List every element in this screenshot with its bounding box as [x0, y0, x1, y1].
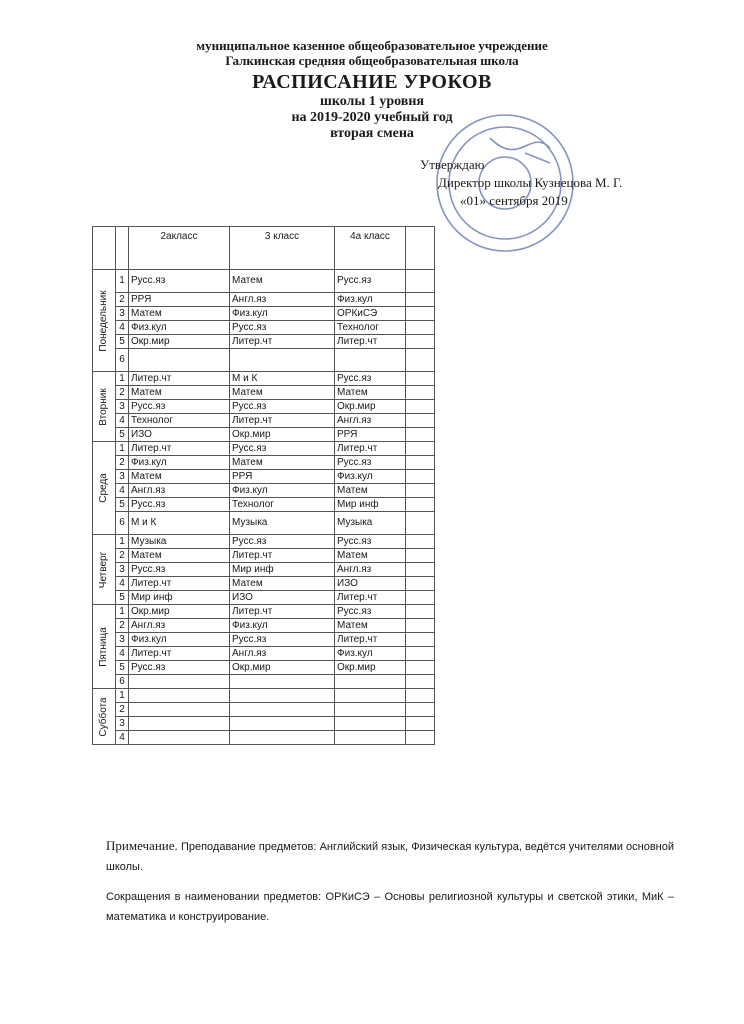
lesson-number: 4 [116, 731, 129, 745]
extra-cell [406, 321, 435, 335]
header-day-cell [93, 227, 116, 270]
column-header: 3 класс [230, 227, 335, 270]
lesson-number: 4 [116, 321, 129, 335]
lesson-3: Русс.яз [230, 442, 335, 456]
lesson-2a [129, 717, 230, 731]
institution-line: муниципальное казенное общеобразовательное учреждение [196, 38, 548, 53]
lesson-4a: Окр.мир [335, 400, 406, 414]
lesson-number: 2 [116, 619, 129, 633]
lesson-number: 5 [116, 335, 129, 349]
table-row [93, 442, 435, 456]
lesson-2a: Окр.мир [129, 335, 230, 349]
lesson-3: Англ.яз [230, 293, 335, 307]
day-name: Пятница [98, 626, 109, 667]
table-row [93, 675, 435, 689]
table-row [93, 703, 435, 717]
lesson-3 [230, 675, 335, 689]
lesson-number: 4 [116, 414, 129, 428]
lesson-number: 6 [116, 675, 129, 689]
day-cell [93, 535, 116, 605]
table-row [93, 577, 435, 591]
lesson-2a: М и К [129, 512, 230, 535]
lesson-3: Матем [230, 386, 335, 400]
lesson-3: Литер.чт [230, 414, 335, 428]
lesson-2a: Матем [129, 307, 230, 321]
lesson-3: ИЗО [230, 591, 335, 605]
lesson-2a: Технолог [129, 414, 230, 428]
lesson-number: 2 [116, 549, 129, 563]
lesson-3: Литер.чт [230, 549, 335, 563]
lesson-3: Матем [230, 577, 335, 591]
lesson-4a: Литер.чт [335, 442, 406, 456]
lesson-2a: Литер.чт [129, 442, 230, 456]
lesson-4a: Матем [335, 549, 406, 563]
lesson-3: Матем [230, 270, 335, 293]
lesson-4a: Матем [335, 619, 406, 633]
lesson-4a [335, 717, 406, 731]
document-header [0, 38, 744, 142]
note-lead: Примечание. [106, 838, 178, 853]
extra-cell [406, 577, 435, 591]
table-row [93, 563, 435, 577]
column-header: 2aкласс [129, 227, 230, 270]
lesson-2a: Литер.чт [129, 372, 230, 386]
lesson-number: 1 [116, 270, 129, 293]
lesson-number: 3 [116, 470, 129, 484]
lesson-number: 5 [116, 591, 129, 605]
lesson-3 [230, 703, 335, 717]
lesson-4a: Русс.яз [335, 605, 406, 619]
lesson-2a: ИЗО [129, 428, 230, 442]
lesson-4a: ОРКиСЭ [335, 307, 406, 321]
table-row [93, 591, 435, 605]
director-signature-line: Директор школы Кузнецова М. Г. [438, 175, 623, 190]
lesson-number: 2 [116, 456, 129, 470]
table-row [93, 689, 435, 703]
lesson-4a: Русс.яз [335, 270, 406, 293]
lesson-number: 1 [116, 689, 129, 703]
lesson-3: Литер.чт [230, 335, 335, 349]
extra-cell [406, 400, 435, 414]
lesson-3: Русс.яз [230, 535, 335, 549]
school-level: школы 1 уровня [320, 94, 424, 109]
lesson-number: 1 [116, 442, 129, 456]
lesson-3: Физ.кул [230, 307, 335, 321]
lesson-4a: Русс.яз [335, 456, 406, 470]
day-name: Среда [98, 473, 109, 503]
lesson-2a: Литер.чт [129, 647, 230, 661]
lesson-3: Матем [230, 456, 335, 470]
day-cell [93, 442, 116, 535]
lesson-2a: Музыка [129, 535, 230, 549]
academic-year: на 2019-2020 учебный год [291, 110, 453, 125]
lesson-2a [129, 675, 230, 689]
lesson-3: Технолог [230, 498, 335, 512]
table-row [93, 321, 435, 335]
extra-cell [406, 456, 435, 470]
table-row [93, 661, 435, 675]
lesson-4a: РРЯ [335, 428, 406, 442]
lesson-2a [129, 349, 230, 372]
lesson-number: 5 [116, 661, 129, 675]
day-name: Вторник [98, 387, 109, 426]
lesson-number: 3 [116, 400, 129, 414]
lesson-4a: Мир инф [335, 498, 406, 512]
lesson-number: 2 [116, 703, 129, 717]
extra-cell [406, 335, 435, 349]
extra-cell [406, 484, 435, 498]
lesson-3: Англ.яз [230, 647, 335, 661]
lesson-number: 5 [116, 428, 129, 442]
day-cell [93, 689, 116, 745]
lesson-4a: Физ.кул [335, 470, 406, 484]
extra-cell [406, 535, 435, 549]
lesson-3 [230, 717, 335, 731]
lesson-2a: Англ.яз [129, 484, 230, 498]
day-name: Суббота [98, 696, 109, 737]
extra-cell [406, 386, 435, 400]
lesson-4a: Литер.чт [335, 591, 406, 605]
lesson-3: Физ.кул [230, 619, 335, 633]
lesson-4a: Литер.чт [335, 633, 406, 647]
day-name: Понедельник [98, 289, 109, 352]
lesson-2a: Физ.кул [129, 456, 230, 470]
extra-cell [406, 549, 435, 563]
extra-cell [406, 428, 435, 442]
table-row [93, 470, 435, 484]
table-row [93, 414, 435, 428]
day-name: Четверг [98, 551, 109, 588]
lesson-2a: Окр.мир [129, 605, 230, 619]
lesson-number: 6 [116, 349, 129, 372]
lesson-4a: Матем [335, 386, 406, 400]
lesson-4a: Матем [335, 484, 406, 498]
table-row [93, 633, 435, 647]
table-row [93, 307, 435, 321]
lesson-4a: Литер.чт [335, 335, 406, 349]
table-row [93, 428, 435, 442]
lesson-number: 2 [116, 386, 129, 400]
lesson-2a: Русс.яз [129, 270, 230, 293]
header-extra-cell [406, 227, 435, 270]
lesson-2a: Литер.чт [129, 577, 230, 591]
lesson-2a: Физ.кул [129, 321, 230, 335]
lesson-4a: Англ.яз [335, 563, 406, 577]
school-name: Галкинская средняя общеобразовательная школа [225, 53, 519, 68]
lesson-4a: Русс.яз [335, 535, 406, 549]
lesson-3: Русс.яз [230, 400, 335, 414]
lesson-4a [335, 703, 406, 717]
lesson-3: РРЯ [230, 470, 335, 484]
table-header-row [93, 227, 435, 270]
extra-cell [406, 563, 435, 577]
extra-cell [406, 498, 435, 512]
lesson-3: Окр.мир [230, 661, 335, 675]
extra-cell [406, 633, 435, 647]
lesson-2a: Матем [129, 470, 230, 484]
table-row [93, 293, 435, 307]
lesson-number: 3 [116, 717, 129, 731]
day-cell [93, 372, 116, 442]
table-row [93, 335, 435, 349]
lesson-4a [335, 689, 406, 703]
extra-cell [406, 661, 435, 675]
lesson-3: Окр.мир [230, 428, 335, 442]
table-row [93, 605, 435, 619]
table-row [93, 512, 435, 535]
lesson-2a: Русс.яз [129, 400, 230, 414]
lesson-number: 3 [116, 307, 129, 321]
shift: вторая смена [330, 126, 414, 141]
approval-block [420, 156, 622, 210]
notes-section [106, 836, 674, 937]
lesson-number: 4 [116, 577, 129, 591]
extra-cell [406, 619, 435, 633]
table-row [93, 386, 435, 400]
lesson-4a [335, 731, 406, 745]
extra-cell [406, 470, 435, 484]
approval-label: Утверждаю [420, 157, 485, 172]
extra-cell [406, 349, 435, 372]
extra-cell [406, 442, 435, 456]
lesson-3: Русс.яз [230, 321, 335, 335]
lesson-4a: Технолог [335, 321, 406, 335]
extra-cell [406, 270, 435, 293]
approval-date: «01» сентября 2019 [460, 193, 568, 208]
lesson-4a: Музыка [335, 512, 406, 535]
extra-cell [406, 689, 435, 703]
extra-cell [406, 512, 435, 535]
table-row [93, 647, 435, 661]
schedule-table [92, 226, 435, 745]
header-num-cell [116, 227, 129, 270]
lesson-number: 2 [116, 293, 129, 307]
table-row [93, 549, 435, 563]
table-row [93, 717, 435, 731]
lesson-4a: ИЗО [335, 577, 406, 591]
extra-cell [406, 307, 435, 321]
table-row [93, 349, 435, 372]
lesson-2a: Матем [129, 549, 230, 563]
lesson-2a [129, 731, 230, 745]
lesson-3 [230, 731, 335, 745]
lesson-2a [129, 703, 230, 717]
lesson-4a: Физ.кул [335, 293, 406, 307]
lesson-4a [335, 675, 406, 689]
extra-cell [406, 605, 435, 619]
extra-cell [406, 414, 435, 428]
note-teachers [106, 836, 674, 877]
lesson-number: 5 [116, 498, 129, 512]
table-row [93, 372, 435, 386]
lesson-number: 3 [116, 633, 129, 647]
extra-cell [406, 647, 435, 661]
lesson-3: Русс.яз [230, 633, 335, 647]
day-cell [93, 270, 116, 372]
lesson-3: Музыка [230, 512, 335, 535]
lesson-number: 4 [116, 647, 129, 661]
day-cell [93, 605, 116, 689]
note-abbreviations: Сокращения в наименовании предметов: ОРКиСЭ – Основы религиозной культуры и светской этики, МиК – математика и конструирование. [106, 891, 674, 923]
note-teachers-text: Преподавание предметов: Английский язык, Физическая культура, ведётся учителями основной школы. [106, 841, 675, 873]
lesson-number: 1 [116, 372, 129, 386]
table-row [93, 400, 435, 414]
extra-cell [406, 717, 435, 731]
lesson-3: Мир инф [230, 563, 335, 577]
lesson-3: Физ.кул [230, 484, 335, 498]
extra-cell [406, 675, 435, 689]
extra-cell [406, 591, 435, 605]
lesson-2a: РРЯ [129, 293, 230, 307]
lesson-3 [230, 349, 335, 372]
lesson-2a: Физ.кул [129, 633, 230, 647]
lesson-number: 3 [116, 563, 129, 577]
extra-cell [406, 372, 435, 386]
extra-cell [406, 703, 435, 717]
extra-cell [406, 731, 435, 745]
column-header: 4а класс [335, 227, 406, 270]
lesson-2a: Матем [129, 386, 230, 400]
lesson-2a: Русс.яз [129, 661, 230, 675]
lesson-4a: Окр.мир [335, 661, 406, 675]
lesson-3: Литер.чт [230, 605, 335, 619]
lesson-2a: Русс.яз [129, 498, 230, 512]
lesson-number: 1 [116, 535, 129, 549]
lesson-2a: Русс.яз [129, 563, 230, 577]
lesson-2a: Мир инф [129, 591, 230, 605]
lesson-2a: Англ.яз [129, 619, 230, 633]
lesson-number: 6 [116, 512, 129, 535]
extra-cell [406, 293, 435, 307]
lesson-2a [129, 689, 230, 703]
table-row [93, 535, 435, 549]
table-row [93, 731, 435, 745]
lesson-3: М и К [230, 372, 335, 386]
lesson-4a [335, 349, 406, 372]
table-row [93, 270, 435, 293]
lesson-4a: Физ.кул [335, 647, 406, 661]
lesson-4a: Русс.яз [335, 372, 406, 386]
lesson-4a: Англ.яз [335, 414, 406, 428]
table-row [93, 484, 435, 498]
lesson-3 [230, 689, 335, 703]
page-title: РАСПИСАНИЕ УРОКОВ [252, 71, 492, 93]
table-row [93, 456, 435, 470]
lesson-number: 1 [116, 605, 129, 619]
lesson-number: 4 [116, 484, 129, 498]
table-row [93, 619, 435, 633]
table-row [93, 498, 435, 512]
